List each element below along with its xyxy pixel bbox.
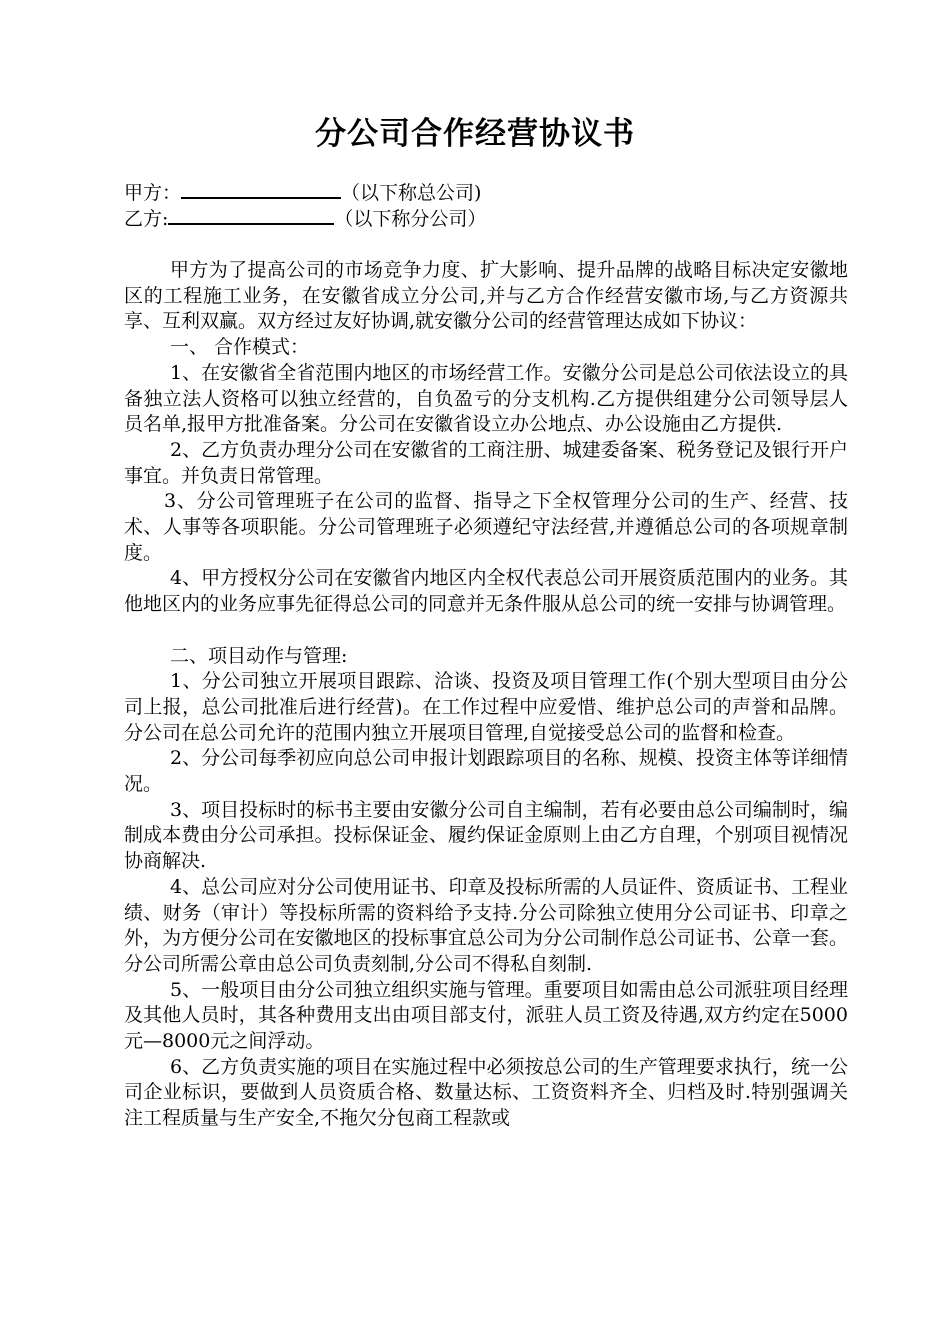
- party-b-note: （以下称分公司）: [334, 208, 487, 230]
- party-b-line: [124, 206, 486, 232]
- party-b-blank: [168, 206, 334, 225]
- section-1-item: 4、甲方授权分公司在安徽省内地区内全权代表总公司开展资质范围内的业务。其他地区内的业务应事先征得总公司的同意并无条件服从总公司的统一安排与协调管理。: [124, 567, 848, 616]
- section-spacer: [124, 618, 848, 644]
- party-a-blank: [181, 180, 341, 199]
- section-2-item: 5、一般项目由分公司独立组织实施与管理。重要项目如需由总公司派驻项目经理及其他人员时，其各种费用支出由项目部支付，派驻人员工资及待遇,双方约定在5000元—8000元之间浮动。: [124, 978, 848, 1053]
- party-b-label: 乙方:: [124, 208, 169, 230]
- section-2-item: 6、乙方负责实施的项目在实施过程中必须按总公司的生产管理要求执行，统一公司企业标识，要做到人员资质合格、数量达标、工资资料齐全、归档及时.特别强调关注工程质量与生产安全,不拖欠分包商工程款或: [124, 1055, 848, 1130]
- section-2-item: 1、分公司独立开展项目跟踪、洽谈、投资及项目管理工作(个别大型项目由分公司上报，总公司批准后进行经营)。在工作过程中应爱惜、维护总公司的声誉和品牌。分公司在总公司允许的范围内独立开展项目管理,自觉接受总公司的监督和检查。: [124, 670, 848, 744]
- section-2-item: 3、项目投标时的标书主要由安徽分公司自主编制，若有必要由总公司编制时，编制成本费由分公司承担。投标保证金、履约保证金原则上由乙方自理，个别项目视情况协商解决.: [124, 798, 848, 873]
- intro-paragraph: 甲方为了提高公司的市场竞争力度、扩大影响、提升品牌的战略目标决定安徽地区的工程施工业务，在安徽省成立分公司,并与乙方合作经营安徽市场,与乙方资源共享、互利双赢。双方经过友好协调,就安徽分公司的经营管理达成如下协议：: [124, 259, 848, 333]
- document-title: 分公司合作经营协议书: [315, 116, 635, 152]
- section-2-item: 2、分公司每季初应向总公司申报计划跟踪项目的名称、规模、投资主体等详细情况。: [124, 747, 848, 796]
- section-1-heading: 一、 合作模式：: [170, 336, 310, 359]
- party-a-line: [124, 180, 481, 206]
- section-1-item: 2、乙方负责办理分公司在安徽省的工商注册、城建委备案、税务登记及银行开户事宜。并负责日常管理。: [124, 438, 848, 487]
- section-2-heading: 二、项目动作与管理:: [170, 644, 348, 667]
- party-a-label: 甲方：: [124, 182, 182, 204]
- party-a-note: （以下称总公司): [341, 182, 482, 204]
- section-1-item: 1、在安徽省全省范围内地区的市场经营工作。安徽分公司是总公司依法设立的具备独立法人资格可以独立经营的，自负盈亏的分支机构.乙方提供组建分公司领导层人员名单,报甲方批准备案。分公司在安徽省设立办公地点、办公设施由乙方提供.: [124, 361, 848, 436]
- section-1-item: 3、分公司管理班子在公司的监督、指导之下全权管理分公司的生产、经营、技术、人事等各项职能。分公司管理班子必须遵纪守法经营,并遵循总公司的各项规章制度。: [124, 490, 848, 564]
- agreement-body: [124, 258, 848, 1132]
- section-2-item: 4、总公司应对分公司使用证书、印章及投标所需的人员证件、资质证书、工程业绩、财务（审计）等投标所需的资料给予支持.分公司除独立使用分公司证书、印章之外，为方便分公司在安徽地区的投标事宜总公司为分公司制作总公司证书、公章一套。分公司所需公章由总公司负责刻制,分公司不得私自刻制.: [124, 875, 848, 975]
